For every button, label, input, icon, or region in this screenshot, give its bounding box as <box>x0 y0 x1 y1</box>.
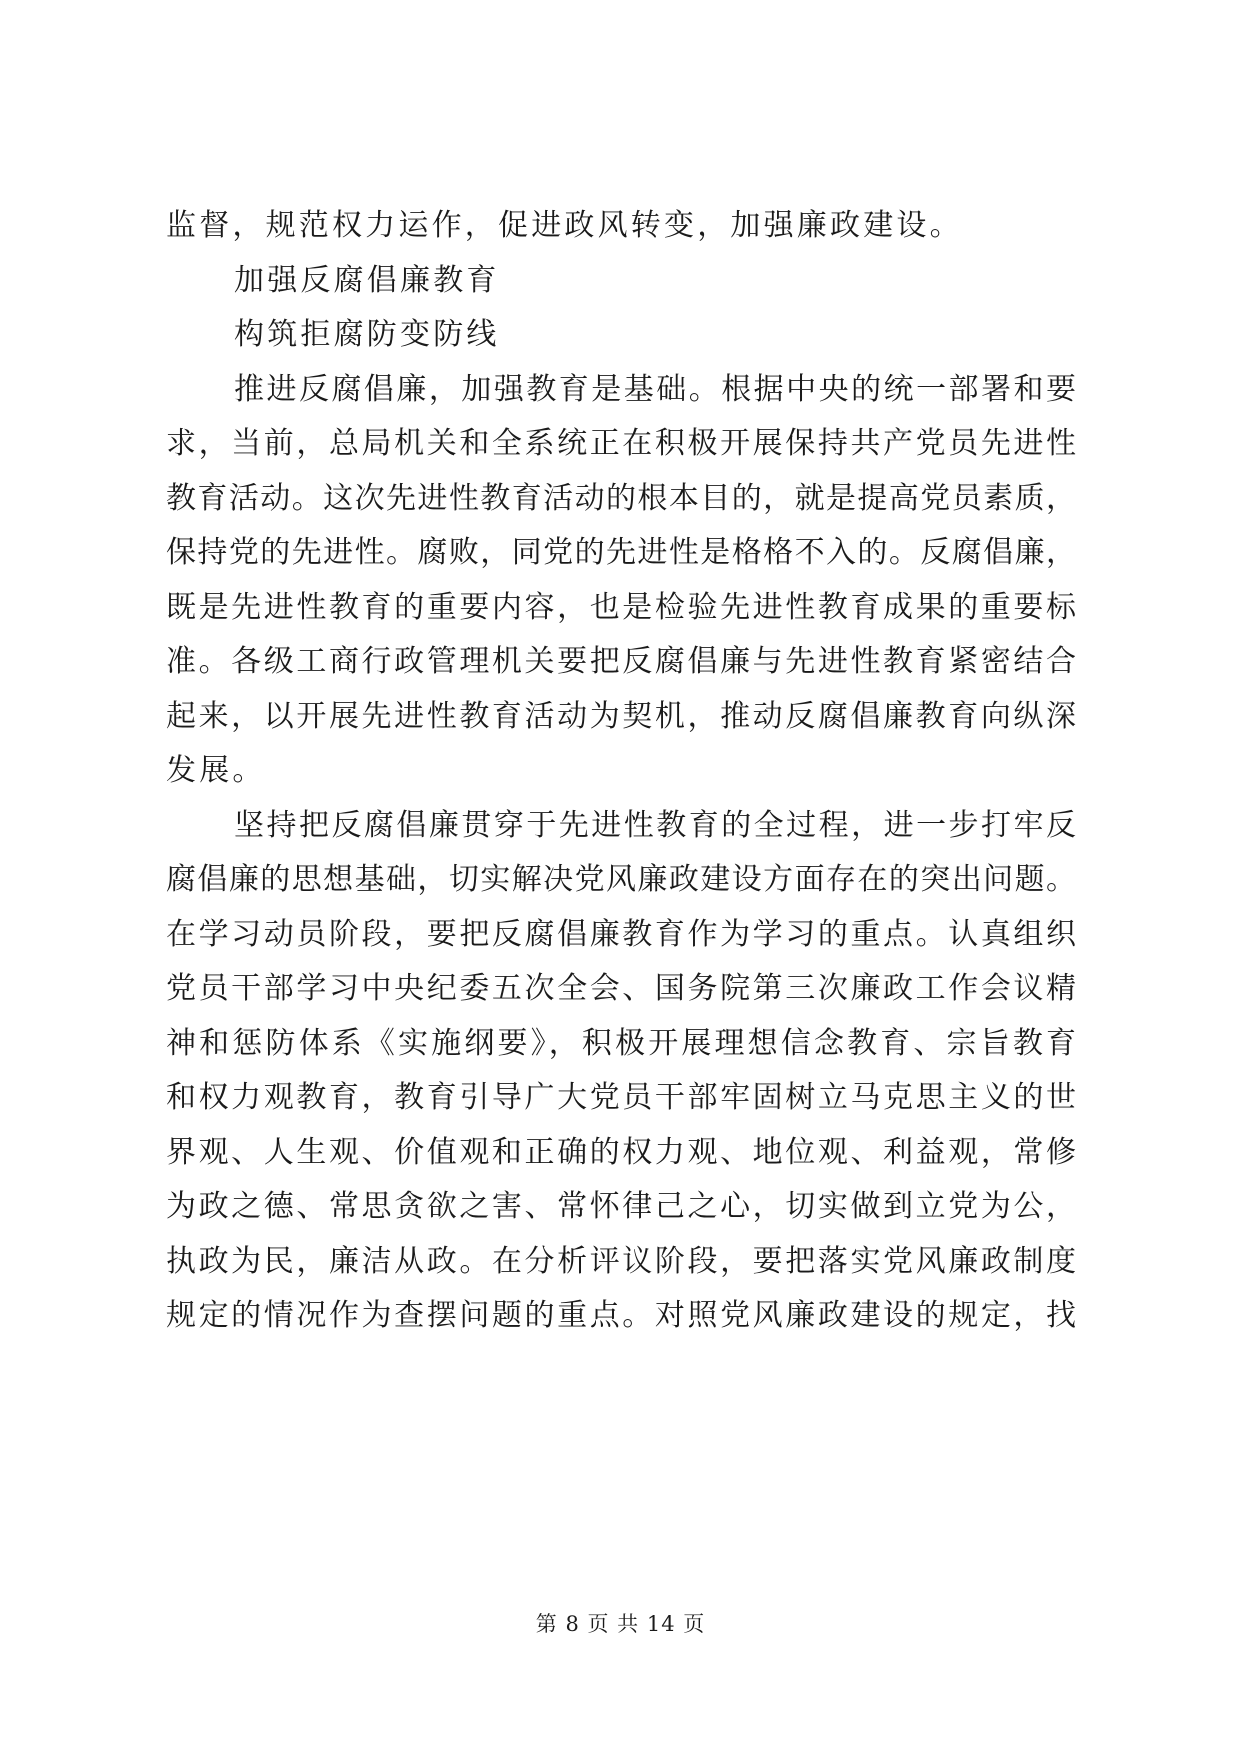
text-line: 构筑拒腐防变防线 <box>234 317 500 352</box>
text-line: 既是先进性教育的重要内容，也是检验先进性教育成果的重要标 <box>166 589 1076 625</box>
text-line: 保持党的先进性。腐败，同党的先进性是格格不入的。反腐倡廉， <box>166 535 1076 570</box>
text-line: 起来，以开展先进性教育活动为契机，推动反腐倡廉教育向纵深 <box>166 698 1076 734</box>
text-line: 推进反腐倡廉，加强教育是基础。根据中央的统一部署和要 <box>234 371 1076 407</box>
text-line: 教育活动。这次先进性教育活动的根本目的，就是提高党员素质， <box>166 480 1076 516</box>
text-line: 坚持把反腐倡廉贯穿于先进性教育的全过程，进一步打牢反 <box>234 807 1076 843</box>
text-line: 和权力观教育，教育引导广大党员干部牢固树立马克思主义的世 <box>166 1080 1076 1115</box>
text-line: 加强反腐倡廉教育 <box>234 262 500 298</box>
text-line: 发展。 <box>166 753 266 788</box>
text-line: 求，当前，总局机关和全系统正在积极开展保持共产党员先进性 <box>166 426 1076 461</box>
text-line: 党员干部学习中央纪委五次全会、国务院第三次廉政工作会议精 <box>166 971 1076 1006</box>
text-line: 神和惩防体系《实施纲要》，积极开展理想信念教育、宗旨教育 <box>166 1025 1076 1061</box>
text-line: 准。各级工商行政管理机关要把反腐倡廉与先进性教育紧密结合 <box>166 644 1076 679</box>
text-line: 为政之德、常思贪欲之害、常怀律己之心，切实做到立党为公， <box>166 1189 1076 1224</box>
page-footer: 第 8 页 共 14 页 <box>535 1612 706 1636</box>
text-line: 执政为民，廉洁从政。在分析评议阶段，要把落实党风廉政制度 <box>166 1243 1076 1279</box>
document-body <box>166 199 1076 1344</box>
text-line: 监督，规范权力运作，促进政风转变，加强廉政建设。 <box>166 208 963 243</box>
text-line: 界观、人生观、价值观和正确的权力观、地位观、利益观，常修 <box>166 1134 1076 1170</box>
text-line: 规定的情况作为查摆问题的重点。对照党风廉政建设的规定，找 <box>166 1298 1076 1333</box>
text-line: 腐倡廉的思想基础，切实解决党风廉政建设方面存在的突出问题。 <box>166 862 1076 897</box>
text-line: 在学习动员阶段，要把反腐倡廉教育作为学习的重点。认真组织 <box>166 916 1076 952</box>
